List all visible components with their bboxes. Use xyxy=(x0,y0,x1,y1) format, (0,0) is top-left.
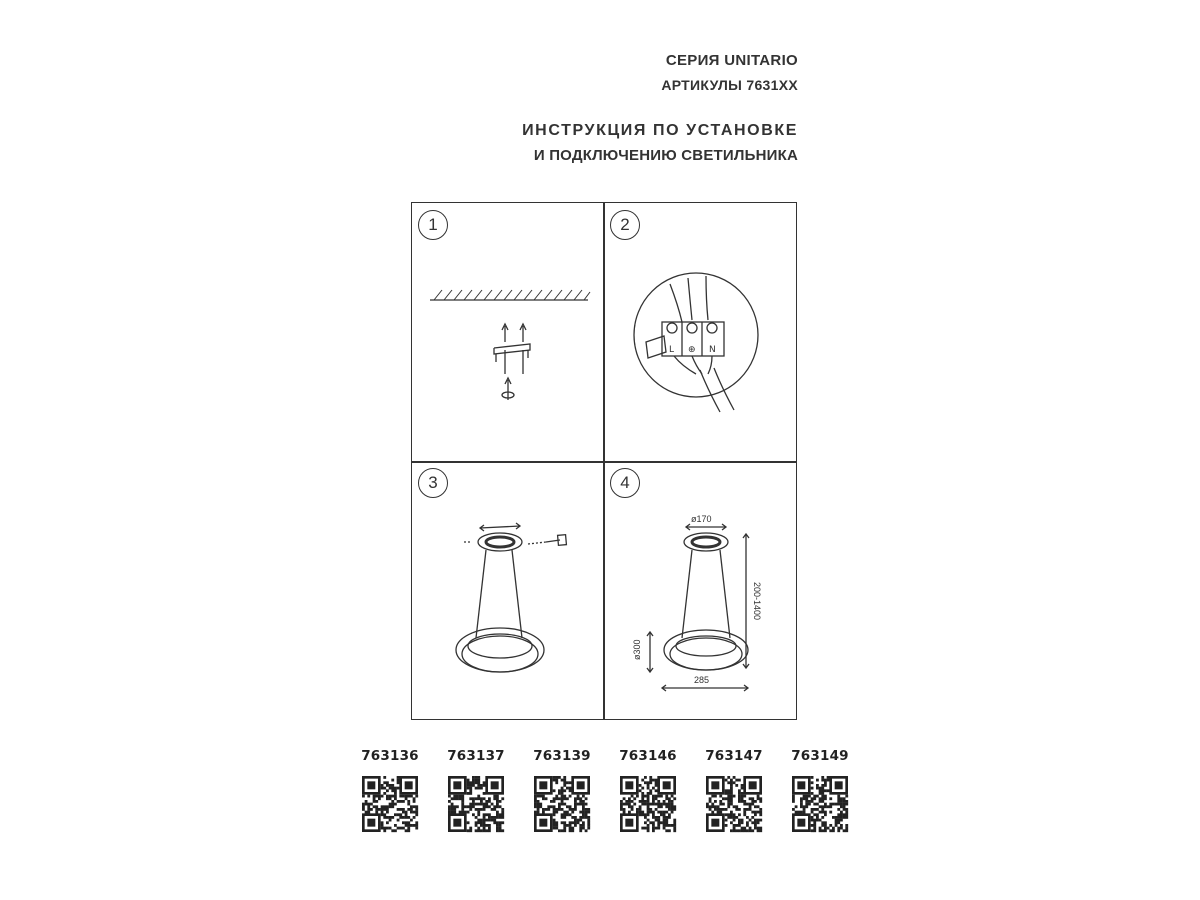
qr-code[interactable] xyxy=(362,776,418,832)
step-4-dimensions-illustration xyxy=(630,510,790,700)
terminal-mark-l: L xyxy=(669,345,675,355)
dim-ring-diameter: ø300 xyxy=(632,639,642,660)
step-2-number: 2 xyxy=(610,210,640,240)
qr-code-item xyxy=(446,748,506,764)
qr-code[interactable] xyxy=(534,776,590,832)
step-1-number: 1 xyxy=(418,210,448,240)
qr-code[interactable] xyxy=(792,776,848,832)
dim-canopy-diameter: ø170 xyxy=(691,514,712,524)
qr-code-label: 763146 xyxy=(619,748,677,764)
qr-code-label: 763137 xyxy=(447,748,505,764)
qr-code-item xyxy=(790,748,850,764)
terminal-mark-ground: ⊕ xyxy=(688,345,696,355)
series-title: СЕРИЯ UNITARIO xyxy=(665,52,798,69)
qr-code-label: 763136 xyxy=(361,748,419,764)
step-4-number: 4 xyxy=(610,468,640,498)
qr-code-item xyxy=(360,748,420,764)
qr-code-item xyxy=(618,748,678,764)
qr-code[interactable] xyxy=(448,776,504,832)
step-1-mounting-illustration xyxy=(420,280,600,430)
qr-code-label: 763149 xyxy=(791,748,849,764)
terminal-mark-n: N xyxy=(709,345,716,355)
step-2-wiring-illustration xyxy=(630,270,790,420)
step-3-assembly-illustration xyxy=(450,520,590,700)
dim-height-range: 200-1400 xyxy=(752,582,762,621)
qr-code[interactable] xyxy=(706,776,762,832)
instruction-title-line1: ИНСТРУКЦИЯ ПО УСТАНОВКЕ xyxy=(522,122,798,139)
dim-width: 285 xyxy=(694,675,710,685)
qr-code-item xyxy=(704,748,764,764)
step-3-number: 3 xyxy=(418,468,448,498)
qr-code[interactable] xyxy=(620,776,676,832)
articles-title: АРТИКУЛЫ 7631XX xyxy=(661,77,798,93)
qr-code-label: 763147 xyxy=(705,748,763,764)
grid-divider-horizontal xyxy=(411,461,797,463)
qr-code-label: 763139 xyxy=(533,748,591,764)
instruction-title-line2: И ПОДКЛЮЧЕНИЮ СВЕТИЛЬНИКА xyxy=(533,147,798,164)
qr-code-item xyxy=(532,748,592,764)
